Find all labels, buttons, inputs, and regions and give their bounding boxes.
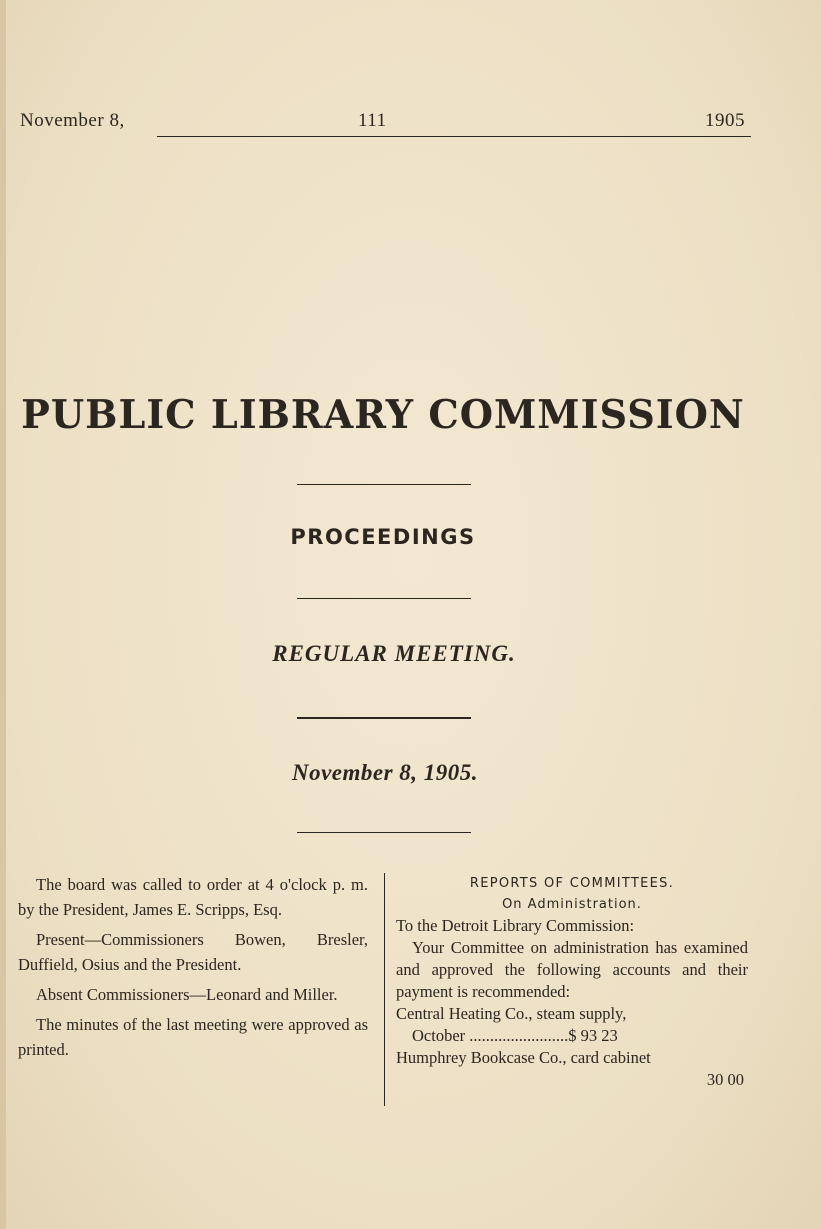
- minutes-paragraph: The board was called to order at 4 o'clock p. m. by the President, James E. Scripps, Esq.: [18, 875, 368, 919]
- meeting-date: November 8, 1905.: [291, 760, 479, 785]
- divider-rule: [297, 484, 471, 485]
- salutation: To the Detroit Library Commission:: [396, 916, 635, 935]
- account-entry: Central Heating Co., steam supply,: [396, 1004, 627, 1023]
- reports-heading: REPORTS OF COMMITTEES.: [469, 876, 675, 891]
- header-date: November 8,: [20, 110, 125, 131]
- minutes-paragraph: Present—Commissioners Bowen, Bresler, Duffield, Osius and the President.: [18, 930, 368, 974]
- minutes-paragraph: The minutes of the last meeting were approved as printed.: [18, 1015, 368, 1059]
- column-divider: [384, 873, 385, 1106]
- divider-rule: [297, 717, 471, 719]
- committee-subheading: On Administration.: [502, 897, 642, 912]
- minutes-column: [18, 872, 368, 1067]
- report-body: Your Committee on administration has examined and approved the following accounts and their payment is recommended:: [396, 938, 748, 1001]
- section-title: PROCEEDINGS: [290, 525, 476, 549]
- header-rule: [157, 136, 751, 137]
- minutes-paragraph: Absent Commissioners—Leonard and Miller.: [36, 985, 338, 1004]
- header-year: 1905: [705, 110, 745, 131]
- divider-rule: [297, 598, 471, 599]
- page-title: PUBLIC LIBRARY COMMISSION: [21, 392, 745, 438]
- divider-rule: [297, 832, 471, 833]
- reports-column: [396, 873, 748, 1091]
- account-entry: Humphrey Bookcase Co., card cabinet: [396, 1048, 651, 1067]
- page-number: 111: [358, 110, 387, 131]
- page-edge: [0, 0, 6, 1229]
- account-entry-amount: 30 00: [706, 1070, 744, 1089]
- meeting-type: REGULAR MEETING.: [272, 641, 516, 666]
- account-entry-amount: October ........................$ 93 23: [412, 1026, 618, 1045]
